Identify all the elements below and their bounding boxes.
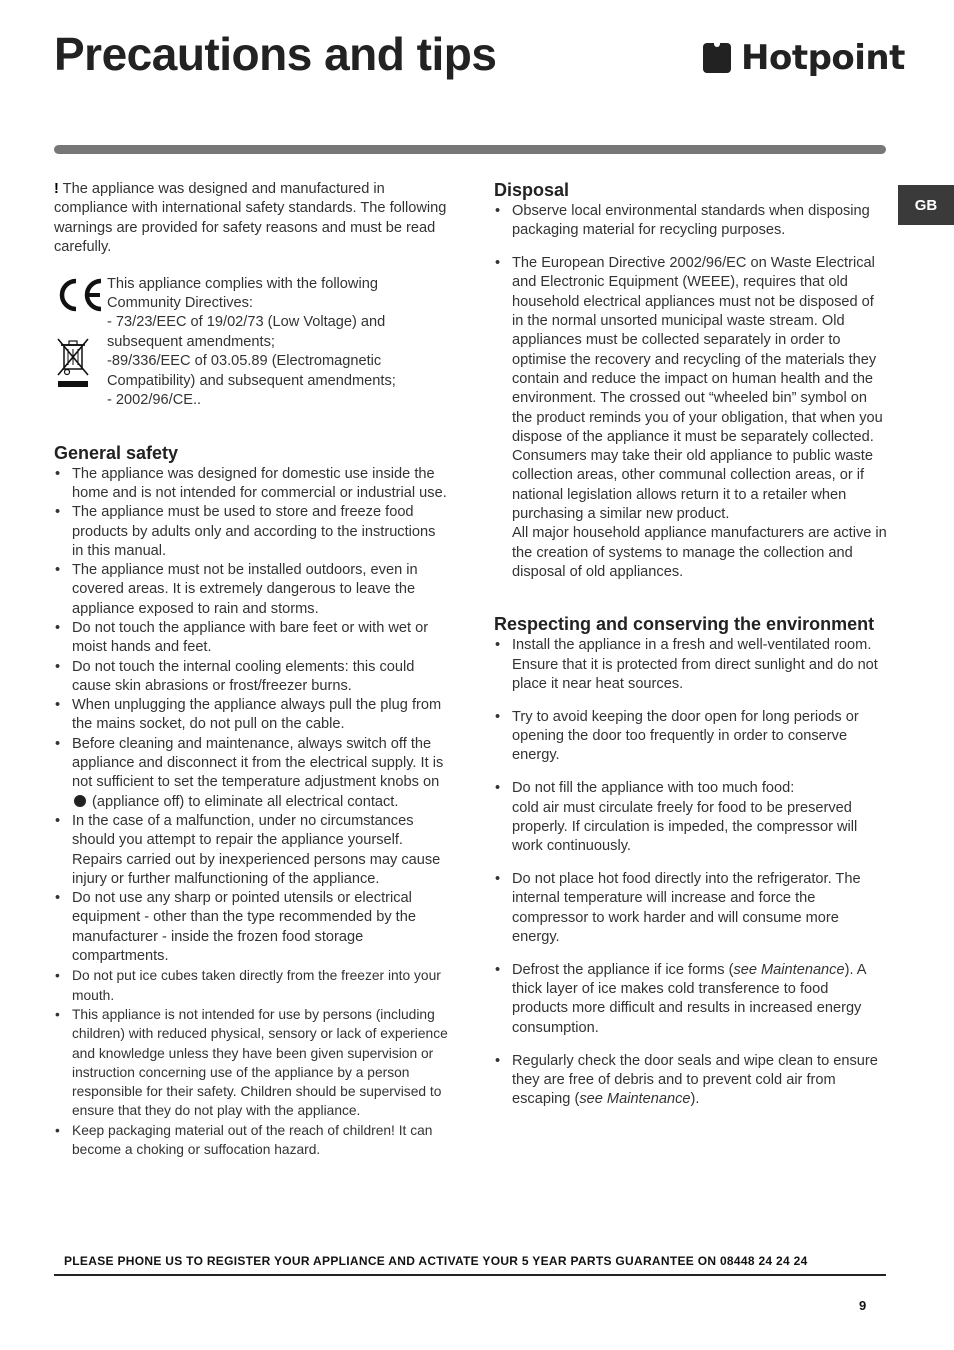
list-item: • Try to avoid keeping the door open for long periods or opening the door too frequently in order to conserve energy.	[494, 708, 888, 766]
brand-name: Hotpoint	[741, 38, 905, 78]
left-column	[54, 180, 448, 1159]
warning-mark: !	[54, 181, 59, 197]
list-item: • Keep packaging material out of the reach of children! It can become a choking or suffocation hazard.	[54, 1121, 448, 1160]
registration-note: PLEASE PHONE US TO REGISTER YOUR APPLIANCE AND ACTIVATE YOUR 5 YEAR PARTS GUARANTEE ON 08448 24 24 24	[64, 1254, 808, 1268]
weee-manufacturers-text: All major household appliance manufacturers are active in the creation of systems to manage the collection and disposal of old appliances.	[512, 525, 887, 580]
list-item	[54, 735, 448, 812]
weee-text: The European Directive 2002/96/EC on Waste Electrical and Electronic Equipment (WEEE), requires that old household electrical appliances must not be disposed of in the normal unsorted municipal waste stream. Old appliances must be collected separately in order to optimise the recovery and recycling of the materials they contain and reduce the impact on human health and the environment. The crossed out “wheeled bin” symbol on the product reminds you of your obligation, that when you dispose of the appliance it must be separately collected.	[512, 255, 883, 445]
seals-text-after: ).	[690, 1091, 700, 1108]
compliance-text	[107, 275, 447, 411]
page-number: 9	[859, 1298, 867, 1313]
list-item: • When unplugging the appliance always pull the plug from the mains socket, do not pull on the cable.	[54, 696, 448, 735]
overfill-text: cold air must circulate freely for food to be preserved properly. If circulation is impeded, the compressor will work continuously.	[512, 799, 858, 855]
list-item	[494, 961, 888, 1038]
off-position-icon	[74, 795, 86, 807]
crossed-bin-icon	[56, 335, 90, 389]
list-item: • Install the appliance in a fresh and well-ventilated room. Ensure that it is protected from direct sunlight and do not place it near heat sources.	[494, 636, 888, 694]
brand-logo	[703, 38, 905, 78]
maintenance-reference: see Maintenance	[733, 961, 845, 978]
intro-text: The appliance was designed and manufactured in compliance with international safety standards. The following warnings are provided for safety reasons and must be read carefully.	[54, 181, 447, 256]
cleaning-text-before: Before cleaning and maintenance, always switch off the appliance and disconnect it from the electrical supply. It is not sufficient to set the temperature adjustment knobs on	[72, 735, 444, 791]
cleaning-text-after: (appliance off) to eliminate all electrical contact.	[88, 793, 399, 810]
general-safety-list	[54, 465, 448, 1160]
list-item: • Do not touch the internal cooling elements: this could cause skin abrasions or frost/freezer burns.	[54, 658, 448, 697]
general-safety-heading: General safety	[54, 442, 179, 463]
list-item	[494, 779, 888, 856]
compliance-line: - 2002/96/CE..	[107, 392, 202, 409]
footer-divider	[54, 1274, 886, 1276]
compliance-block	[54, 275, 448, 409]
list-item: • Observe local environmental standards when disposing packaging material for recycling purposes.	[494, 202, 888, 241]
defrost-text-before: Defrost the appliance if ice forms (	[512, 961, 734, 978]
overfill-title: Do not fill the appliance with too much food:	[512, 780, 795, 797]
weee-collection-text: Consumers may take their old appliance to public waste collection areas, other communal collection areas, or if national legislation allows return it to a retailer when purchasing a similar new product.	[512, 448, 873, 523]
disposal-list	[494, 202, 888, 582]
disposal-heading: Disposal	[494, 180, 570, 200]
list-item: • In the case of a malfunction, under no circumstances should you attempt to repair the appliance yourself. Repairs carried out by inexperienced persons may cause injury or further malfunctioning of the appliance.	[54, 812, 448, 889]
page-title: Precautions and tips	[54, 28, 497, 80]
maintenance-reference: see Maintenance	[579, 1091, 691, 1108]
list-item: • The appliance must not be installed outdoors, even in covered areas. It is extremely dangerous to leave the appliance exposed to rain and storms.	[54, 561, 448, 619]
seals-text-before: Regularly check the door seals and wipe clean to ensure they are free of debris and to prevent cold air from escaping (	[512, 1052, 878, 1108]
list-item: • Do not use any sharp or pointed utensils or electrical equipment - other than the type recommended by the manufacturer - inside the frozen food storage compartments.	[54, 889, 448, 966]
defrost-text-after: ). A thick layer of ice makes cold transference to food products more difficult and results in increased energy consumption.	[512, 961, 866, 1036]
environment-list	[494, 636, 888, 1109]
list-item: • Do not put ice cubes taken directly from the freezer into your mouth.	[54, 966, 448, 1005]
right-column	[494, 178, 888, 1123]
list-item	[494, 1052, 888, 1110]
list-item: • The appliance must be used to store and freeze food products by adults only and according to the instructions in this manual.	[54, 503, 448, 561]
header-divider	[54, 145, 886, 154]
compliance-line: This appliance complies with the following Community Directives:	[107, 275, 378, 312]
hotpoint-logo-icon	[703, 43, 731, 73]
compliance-line: -89/336/EEC of 03.05.89 (Electromagnetic Compatibility) and subsequent amendments;	[107, 353, 396, 389]
intro-paragraph	[54, 180, 448, 258]
list-item: • Do not place hot food directly into the refrigerator. The internal temperature will increase and force the compressor to work harder and will consume more energy.	[494, 870, 888, 947]
list-item: • This appliance is not intended for use by persons (including children) with reduced physical, sensory or lack of experience and knowledge unless they have been given supervision or instruction concerning use of the appliance by a person responsible for their safety. Children should be supervised to ensure that they do not play with the appliance.	[54, 1005, 448, 1121]
compliance-line: - 73/23/EEC of 19/02/73 (Low Voltage) and subsequent amendments;	[107, 314, 386, 350]
list-item	[494, 254, 888, 582]
language-tab: GB	[898, 185, 954, 225]
environment-heading: Respecting and conserving the environment	[494, 614, 875, 635]
list-item: • Do not touch the appliance with bare feet or with wet or moist hands and feet.	[54, 619, 448, 658]
list-item: • The appliance was designed for domestic use inside the home and is not intended for commercial or industrial use.	[54, 465, 448, 504]
ce-mark-icon	[54, 277, 104, 313]
